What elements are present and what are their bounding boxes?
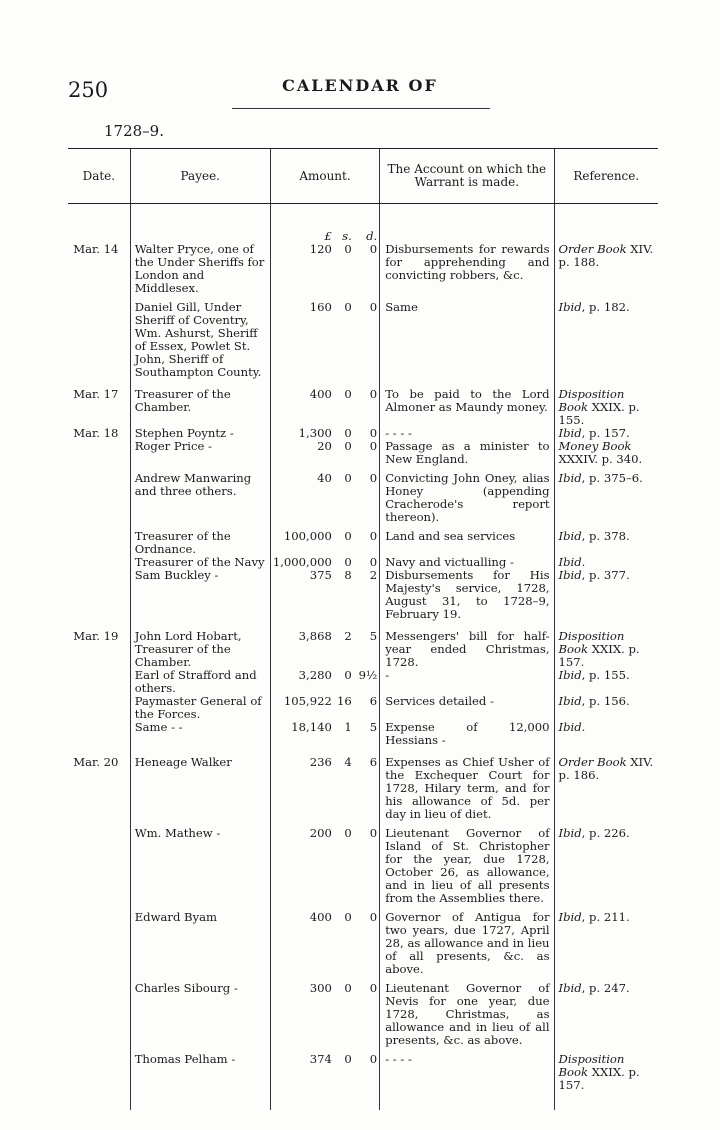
date-cell xyxy=(68,556,130,569)
amount-pence: 0 xyxy=(369,439,378,453)
payee-cell: Sam Buckley - xyxy=(130,569,270,621)
amount-shillings: 0 xyxy=(344,300,352,314)
payee-cell: Treasurer of the Ordnance. xyxy=(130,524,270,556)
table-row xyxy=(68,669,658,695)
amount-header: Amount. xyxy=(270,149,379,204)
date-cell xyxy=(68,669,130,695)
amount-pounds: 374 xyxy=(270,1047,334,1110)
amount-pounds: 1,000,000 xyxy=(270,556,334,569)
payee-cell: Stephen Poyntz - xyxy=(130,427,270,440)
date-cell xyxy=(68,569,130,621)
account-cell: Disbursements for rewards for apprehending and convicting robbers, &c. xyxy=(380,243,554,295)
amount-shillings: 2 xyxy=(344,629,352,643)
units-row xyxy=(68,204,658,244)
account-cell: Lieutenant Governor of Island of St. Christopher for the year, due 1728, October 26, as allowance, and in lieu of all presents from the Assemblies there. xyxy=(380,821,554,905)
account-cell: Navy and victualling - xyxy=(380,556,554,569)
reference-location: XIV. p. 188. xyxy=(558,242,654,269)
reference-cell xyxy=(554,569,658,621)
header-row xyxy=(68,149,658,204)
table-row xyxy=(68,243,658,295)
amount-shillings: 0 xyxy=(344,426,352,440)
payee-cell: Walter Pryce, one of the Under Sheriffs for London and Middlesex. xyxy=(130,243,270,295)
running-title: CALENDAR OF xyxy=(282,76,438,95)
reference-cell xyxy=(554,379,658,427)
reference-location: , p. 247. xyxy=(581,981,630,995)
amount-shillings: 0 xyxy=(344,981,352,995)
reference-title: Disposition Book xyxy=(558,387,625,414)
amount-pounds: 236 xyxy=(270,747,334,821)
reference-title: Ibid xyxy=(558,300,582,314)
amount-shillings: 0 xyxy=(344,529,352,543)
amount-pounds: 20 xyxy=(270,440,334,466)
payee-cell: Heneage Walker xyxy=(130,747,270,821)
reference-title: Order Book xyxy=(558,755,627,769)
date-cell xyxy=(68,976,130,1047)
amount-pounds: 3,868 xyxy=(270,621,334,669)
reference-location: . xyxy=(581,720,586,734)
amount-pence: 0 xyxy=(369,981,378,995)
reference-cell xyxy=(554,821,658,905)
reference-title: Ibid xyxy=(558,555,582,569)
amount-pence: 0 xyxy=(369,910,378,924)
reference-title: Ibid xyxy=(558,720,582,734)
amount-pence: 0 xyxy=(369,1052,378,1066)
reference-title: Disposition Book xyxy=(558,1052,625,1079)
amount-pounds: 160 xyxy=(270,295,334,379)
reference-title: Ibid xyxy=(558,529,582,543)
amount-pence: 0 xyxy=(369,471,378,485)
payee-cell: Treasurer of the Navy xyxy=(130,556,270,569)
amount-pence: 0 xyxy=(369,300,378,314)
reference-title: Ibid xyxy=(558,910,582,924)
date-cell xyxy=(68,440,130,466)
amount-pence: 9½ xyxy=(358,668,378,682)
reference-title: Ibid xyxy=(558,668,582,682)
account-cell: Expense of 12,000 Hessians - xyxy=(380,721,554,747)
pence-unit: d. xyxy=(366,229,378,243)
payee-cell: Same - - xyxy=(130,721,270,747)
payee-cell: Daniel Gill, Under Sheriff of Coventry, Wm. Ashurst, Sheriff of Essex, Powlet St. John, Sheriff of Southampton County. xyxy=(130,295,270,379)
date-cell: Mar. 20 xyxy=(73,755,119,769)
reference-location: XIV. p. 186. xyxy=(558,755,654,782)
payee-cell: Charles Sibourg - xyxy=(130,976,270,1047)
reference-location: . xyxy=(581,555,586,569)
amount-shillings: 0 xyxy=(344,242,352,256)
table-row xyxy=(68,1047,658,1110)
payee-cell: Roger Price - xyxy=(130,440,270,466)
reference-location: XXIX. p. 157. xyxy=(558,642,640,669)
amount-pounds: 400 xyxy=(270,905,334,976)
date-header: Date. xyxy=(68,149,130,204)
reference-location: , p. 378. xyxy=(581,529,630,543)
reference-location: , p. 211. xyxy=(581,910,630,924)
table-row xyxy=(68,695,658,721)
amount-pence: 0 xyxy=(369,555,378,569)
table-row xyxy=(68,821,658,905)
payee-cell: Earl of Strafford and others. xyxy=(130,669,270,695)
reference-title: Ibid xyxy=(558,426,582,440)
table-row xyxy=(68,379,658,427)
account-cell: Convicting John Oney, alias Honey (appending Cracherode's report thereon). xyxy=(380,466,554,524)
reference-cell xyxy=(554,295,658,379)
reference-title: Disposition Book xyxy=(558,629,625,656)
reference-location: , p. 377. xyxy=(581,568,630,582)
account-cell: Expenses as Chief Usher of the Exchequer Court for 1728, Hilary term, and for his allowance of 5d. per day in lieu of diet. xyxy=(380,747,554,821)
account-cell: - - - - xyxy=(380,427,554,440)
amount-pence: 6 xyxy=(369,694,378,708)
amount-pence: 5 xyxy=(369,720,378,734)
amount-pounds: 400 xyxy=(270,379,334,427)
table-row xyxy=(68,905,658,976)
reference-title: Ibid xyxy=(558,471,582,485)
reference-cell xyxy=(554,669,658,695)
reference-location: , p. 156. xyxy=(581,694,630,708)
date-cell xyxy=(68,295,130,379)
account-cell: - xyxy=(380,669,554,695)
reference-cell xyxy=(554,721,658,747)
reference-cell xyxy=(554,976,658,1047)
reference-cell xyxy=(554,905,658,976)
amount-pence: 0 xyxy=(369,826,378,840)
payee-cell: Edward Byam xyxy=(130,905,270,976)
table-row xyxy=(68,747,658,821)
payee-cell: Thomas Pelham - xyxy=(130,1047,270,1110)
reference-title: Ibid xyxy=(558,568,582,582)
account-cell: Disbursements for His Majesty's service, 1728, August 31, to 1728–9, February 19. xyxy=(380,569,554,621)
date-cell xyxy=(68,524,130,556)
amount-pence: 0 xyxy=(369,387,378,401)
amount-pounds: 105,922 xyxy=(270,695,334,721)
date-cell: Mar. 18 xyxy=(73,426,119,440)
reference-title: Ibid xyxy=(558,694,582,708)
reference-cell xyxy=(554,243,658,295)
date-cell xyxy=(68,466,130,524)
amount-shillings: 4 xyxy=(344,755,352,769)
payee-cell: Andrew Manwaring and three others. xyxy=(130,466,270,524)
amount-shillings: 0 xyxy=(344,555,352,569)
reference-header: Reference. xyxy=(554,149,658,204)
table-row xyxy=(68,621,658,669)
reference-location: , p. 226. xyxy=(581,826,630,840)
table-row xyxy=(68,976,658,1047)
amount-shillings: 0 xyxy=(344,439,352,453)
reference-title: Ibid xyxy=(558,826,582,840)
amount-shillings: 0 xyxy=(344,826,352,840)
amount-shillings: 0 xyxy=(344,910,352,924)
reference-location: , p. 375–6. xyxy=(581,471,643,485)
amount-pounds: 18,140 xyxy=(270,721,334,747)
amount-shillings: 0 xyxy=(344,387,352,401)
table-row xyxy=(68,524,658,556)
calendar-table xyxy=(68,148,658,1110)
amount-pence: 6 xyxy=(369,755,378,769)
reference-cell xyxy=(554,695,658,721)
reference-cell xyxy=(554,1047,658,1110)
amount-shillings: 8 xyxy=(344,568,352,582)
table-row xyxy=(68,440,658,466)
header-rule xyxy=(232,108,490,109)
account-cell: Land and sea services xyxy=(380,524,554,556)
date-cell xyxy=(68,695,130,721)
reference-cell xyxy=(554,466,658,524)
amount-pence: 2 xyxy=(369,568,378,582)
reference-title: Order Book xyxy=(558,242,627,256)
payee-cell: Wm. Mathew - xyxy=(130,821,270,905)
reference-location: XXXIV. p. 340. xyxy=(558,452,643,466)
account-cell: Same xyxy=(380,295,554,379)
account-header: The Account on which the Warrant is made. xyxy=(380,149,554,204)
reference-title: Money Book xyxy=(558,439,632,453)
amount-pounds: 120 xyxy=(270,243,334,295)
amount-pounds: 40 xyxy=(270,466,334,524)
amount-pounds: 100,000 xyxy=(270,524,334,556)
reference-location: XXIX. p. 157. xyxy=(558,1065,640,1092)
reference-location: , p. 157. xyxy=(581,426,630,440)
date-cell: Mar. 14 xyxy=(73,242,119,256)
amount-pence: 0 xyxy=(369,529,378,543)
account-cell: Services detailed - xyxy=(380,695,554,721)
amount-shillings: 0 xyxy=(344,471,352,485)
account-cell: To be paid to the Lord Almoner as Maundy money. xyxy=(380,379,554,427)
amount-pence: 5 xyxy=(369,629,378,643)
reference-location: XXIX. p. 155. xyxy=(558,400,640,427)
account-cell: - - - - xyxy=(380,1047,554,1110)
amount-pence: 0 xyxy=(369,242,378,256)
amount-shillings: 1 xyxy=(344,720,352,734)
table-row xyxy=(68,569,658,621)
amount-pounds: 300 xyxy=(270,976,334,1047)
payee-cell: Treasurer of the Chamber. xyxy=(130,379,270,427)
date-cell: Mar. 17 xyxy=(73,387,119,401)
amount-pounds: 1,300 xyxy=(270,427,334,440)
date-cell xyxy=(68,905,130,976)
reference-cell xyxy=(554,440,658,466)
reference-cell xyxy=(554,524,658,556)
table-row xyxy=(68,295,658,379)
account-cell: Messengers' bill for half-year ended Christmas, 1728. xyxy=(380,621,554,669)
reference-location: , p. 182. xyxy=(581,300,630,314)
account-cell: Lieutenant Governor of Nevis for one year, due 1728, Christmas, as allowance and in lieu of all presents, &c. as above. xyxy=(380,976,554,1047)
account-cell: Governor of Antigua for two years, due 1727, April 28, as allowance and in lieu of all presents, &c. as above. xyxy=(380,905,554,976)
amount-pence: 0 xyxy=(369,426,378,440)
year-heading: 1728–9. xyxy=(104,122,164,140)
page-number: 250 xyxy=(68,78,109,102)
amount-shillings: 0 xyxy=(344,1052,352,1066)
reference-location: , p. 155. xyxy=(581,668,630,682)
amount-shillings: 16 xyxy=(337,694,352,708)
table-row xyxy=(68,721,658,747)
reference-cell xyxy=(554,621,658,669)
reference-title: Ibid xyxy=(558,981,582,995)
date-cell xyxy=(68,721,130,747)
shillings-unit: s. xyxy=(342,229,352,243)
date-cell: Mar. 19 xyxy=(73,629,119,643)
reference-cell xyxy=(554,747,658,821)
payee-cell: Paymaster General of the Forces. xyxy=(130,695,270,721)
table-row xyxy=(68,466,658,524)
payee-header: Payee. xyxy=(130,149,270,204)
amount-pounds: 375 xyxy=(270,569,334,621)
amount-pounds: 3,280 xyxy=(270,669,334,695)
pounds-unit: £ xyxy=(270,204,334,244)
account-cell: Passage as a minister to New England. xyxy=(380,440,554,466)
amount-shillings: 0 xyxy=(344,668,352,682)
amount-pounds: 200 xyxy=(270,821,334,905)
payee-cell: John Lord Hobart, Treasurer of the Chamber. xyxy=(130,621,270,669)
date-cell xyxy=(68,821,130,905)
date-cell xyxy=(68,1047,130,1110)
